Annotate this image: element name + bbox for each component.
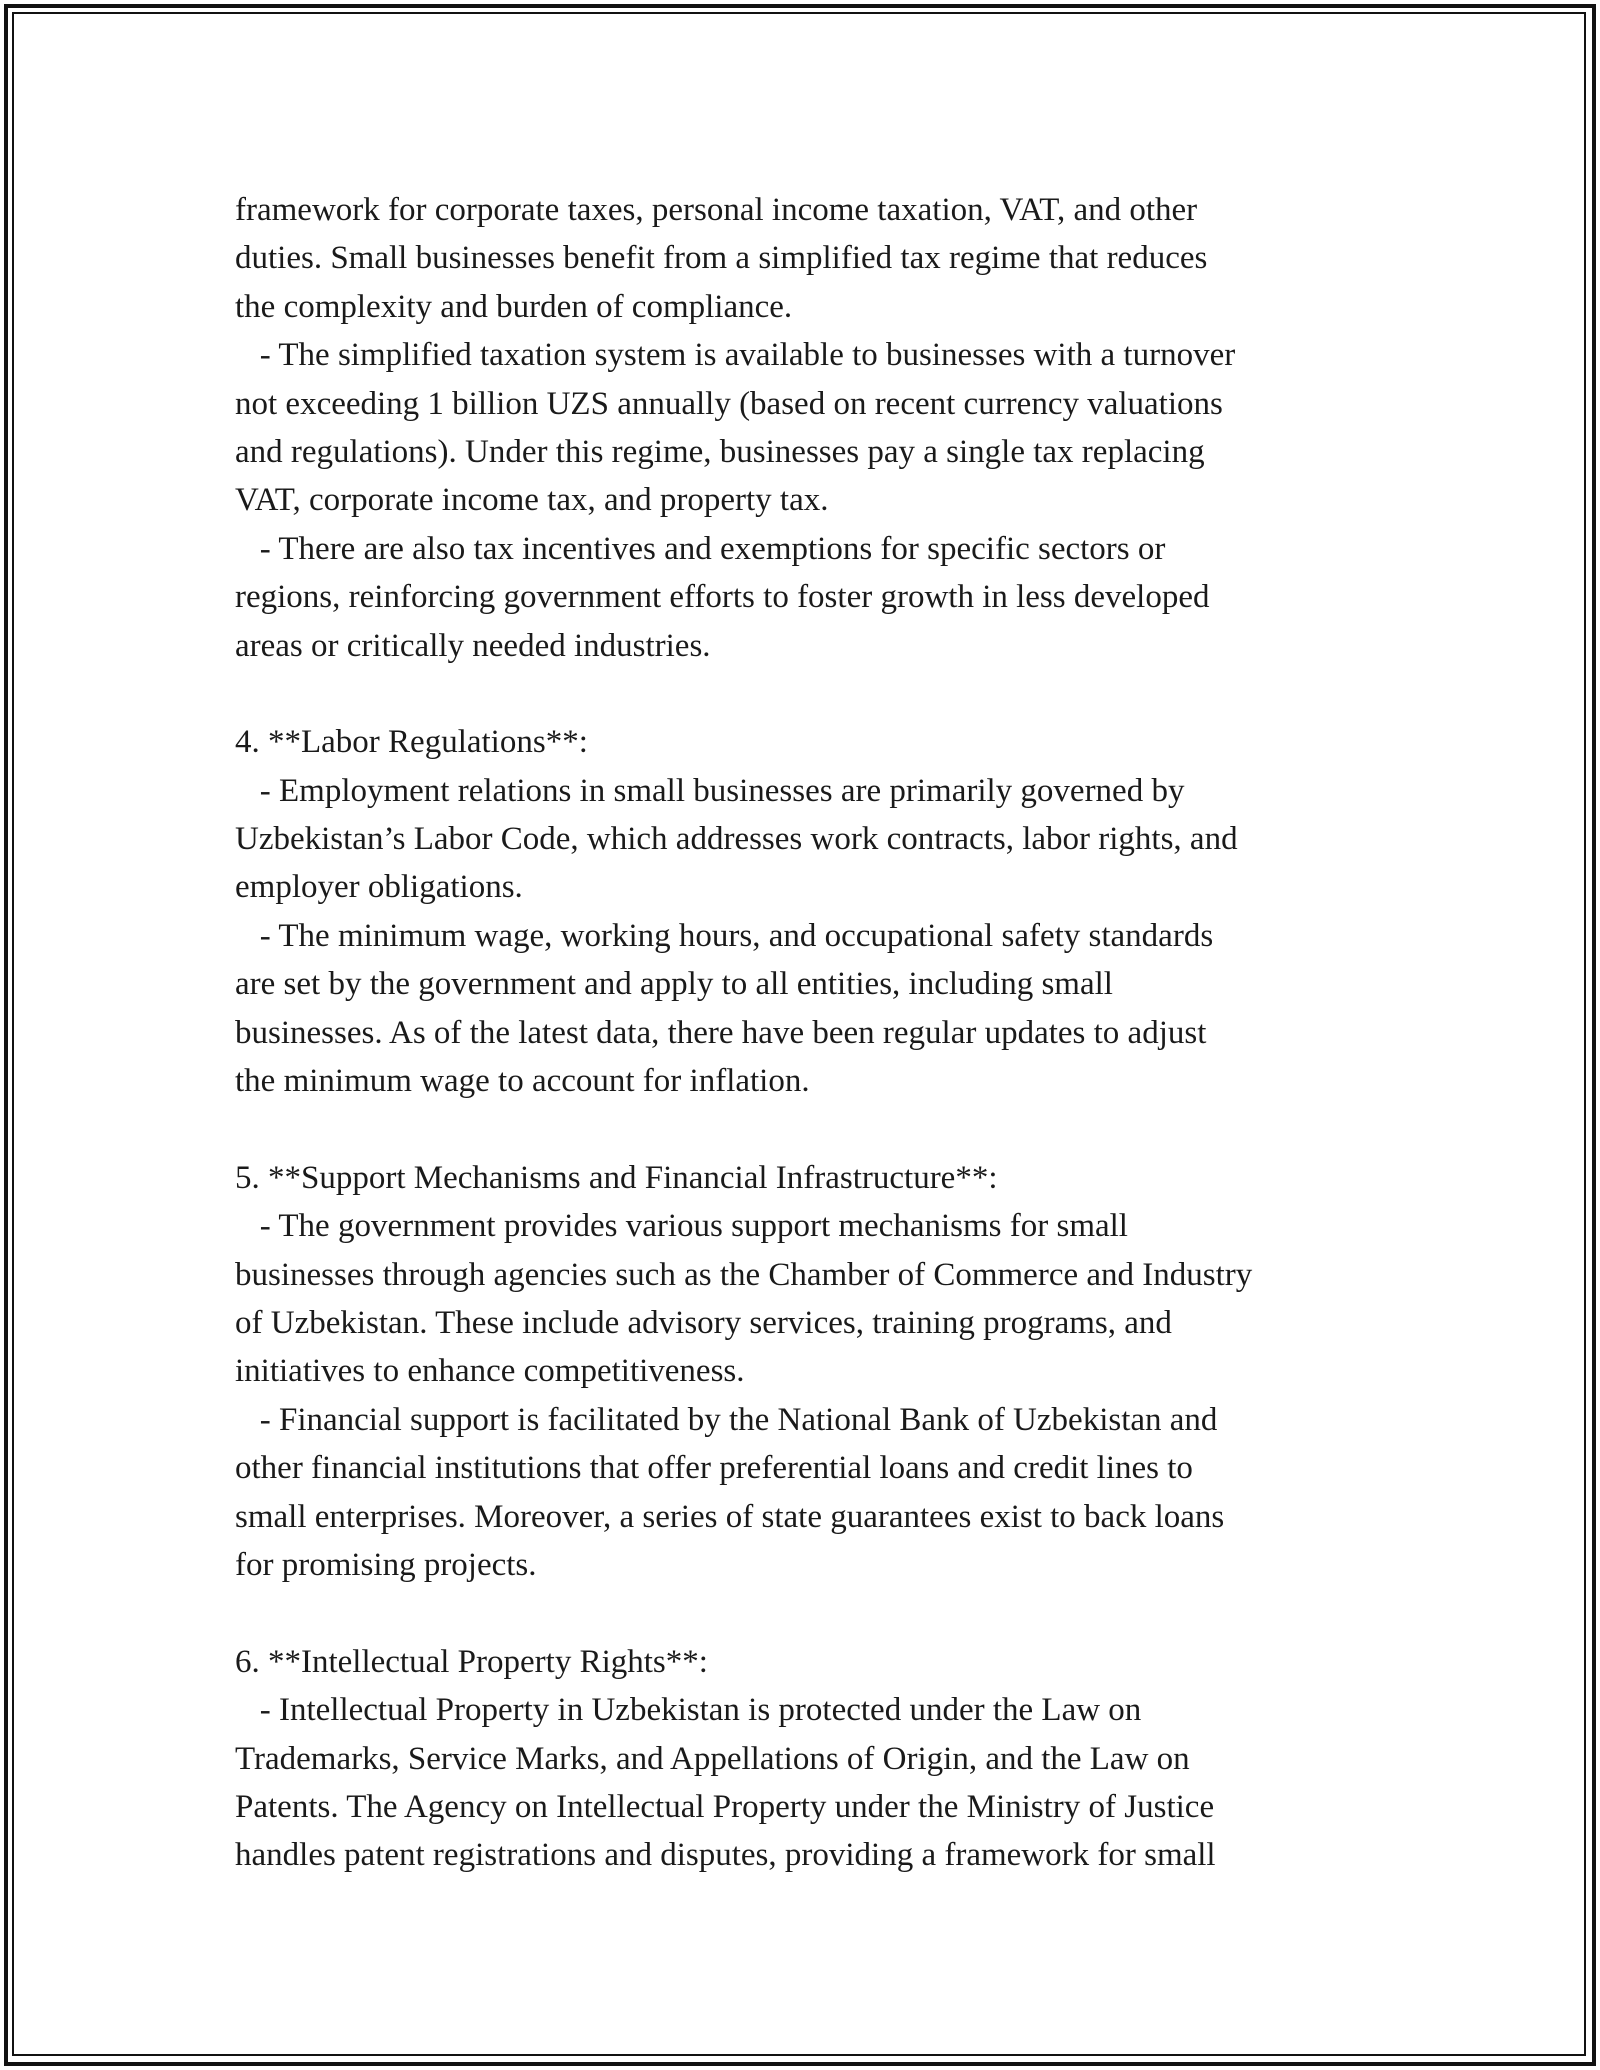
text-line: Trademarks, Service Marks, and Appellations of Origin, and the Law on [235,1740,1190,1777]
text-line: - Employment relations in small businesses are primarily governed by [235,772,1185,809]
paragraph-gap [235,1105,1385,1153]
text-line: of Uzbekistan. These include advisory services, training programs, and [235,1304,1172,1341]
text-line: small enterprises. Moreover, a series of state guarantees exist to back loans [235,1498,1225,1535]
text-section [235,1638,1385,1880]
text-line: regions, reinforcing government efforts to foster growth in less developed [235,579,1210,616]
paragraph-gap [235,1589,1385,1637]
text-line: for promising projects. [235,1546,537,1583]
text-line: not exceeding 1 billion UZS annually (based on recent currency valuations [235,385,1223,422]
document-body [235,186,1385,1880]
text-line: the minimum wage to account for inflation. [235,1063,810,1100]
text-line: other financial institutions that offer preferential loans and credit lines to [235,1450,1193,1487]
text-line: VAT, corporate income tax, and property tax. [235,482,829,519]
text-line: 6. **Intellectual Property Rights**: [235,1643,708,1680]
text-line: the complexity and burden of compliance. [235,288,793,325]
text-section [235,718,1385,1105]
text-section [235,1154,1385,1590]
paragraph-gap [235,670,1385,718]
text-line: initiatives to enhance competitiveness. [235,1353,745,1390]
text-line: areas or critically needed industries. [235,627,711,664]
text-line: framework for corporate taxes, personal income taxation, VAT, and other [235,192,1198,228]
text-line: employer obligations. [235,869,523,906]
text-line: - The simplified taxation system is available to businesses with a turnover [235,337,1236,374]
text-line: - Financial support is facilitated by the National Bank of Uzbekistan and [235,1401,1218,1438]
text-line: handles patent registrations and disputes, providing a framework for small [235,1837,1216,1874]
text-line: duties. Small businesses benefit from a simplified tax regime that reduces [235,240,1208,277]
text-line: - The minimum wage, working hours, and occupational safety standards [235,917,1214,954]
text-line: Uzbekistan’s Labor Code, which addresses work contracts, labor rights, and [235,821,1238,858]
text-line: 4. **Labor Regulations**: [235,724,588,761]
text-line: and regulations). Under this regime, businesses pay a single tax replacing [235,433,1205,470]
text-line: are set by the government and apply to all entities, including small [235,966,1113,1003]
text-line: - There are also tax incentives and exemptions for specific sectors or [235,530,1166,567]
text-line: Patents. The Agency on Intellectual Property under the Ministry of Justice [235,1788,1215,1825]
text-line: - The government provides various support mechanisms for small [235,1208,1128,1245]
text-section [235,186,1385,670]
text-line: - Intellectual Property in Uzbekistan is protected under the Law on [235,1692,1142,1729]
text-line: businesses. As of the latest data, there have been regular updates to adjust [235,1014,1207,1051]
text-line: businesses through agencies such as the Chamber of Commerce and Industry [235,1256,1253,1293]
text-line: 5. **Support Mechanisms and Financial Infrastructure**: [235,1159,998,1196]
